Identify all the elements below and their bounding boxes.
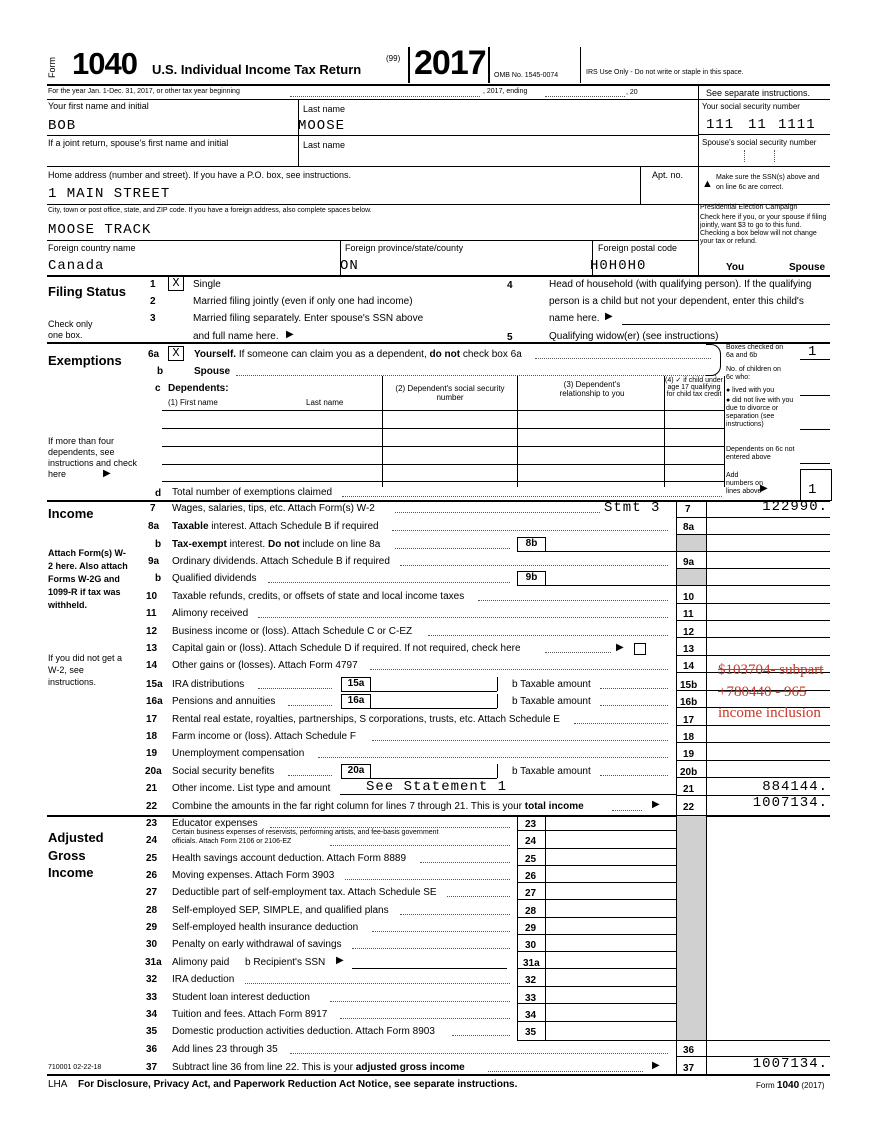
form-code: (99) <box>386 54 401 63</box>
line-35-box-number: 35 <box>525 1027 537 1038</box>
filing-status-title: Filing Status <box>48 284 126 299</box>
arrow-right-icon: ▶ <box>760 483 768 494</box>
privacy-notice: For Disclosure, Privacy Act, and Paperwork Reduction Act Notice, see separate instructions. <box>78 1079 518 1090</box>
line-7-label: Wages, salaries, tips, etc. Attach Form(s) W-2 <box>172 503 375 514</box>
line-26-label: Moving expenses. Attach Form 3903 <box>172 870 335 881</box>
dependents-not-entered-label: Dependents on 6c not entered above <box>726 446 795 461</box>
irs-use-only: IRS Use Only - Do not write or staple in this space. <box>586 69 744 76</box>
tax-year-line: For the year Jan. 1-Dec. 31, 2017, or other tax year beginning <box>48 88 240 95</box>
line-37-amount[interactable]: 1007134. <box>752 1056 828 1072</box>
total-exemptions-label: Total number of exemptions claimed <box>172 487 333 498</box>
line-6b-number: b <box>157 366 164 377</box>
line-21-label: Other income. List type and amount <box>172 783 331 794</box>
form-footer-label: Form 1040 (2017) <box>756 1080 825 1091</box>
pec-text: Check here if you, or your spouse if filing jointly, want $3 to go to this fund. Checking a box below will not change your tax or refund. <box>700 214 827 245</box>
line-36-number: 36 <box>146 1044 158 1055</box>
foreign-country-label: Foreign country name <box>48 243 136 253</box>
up-arrow-icon: ▲ <box>702 178 713 190</box>
line-35-number: 35 <box>146 1026 158 1037</box>
line-8a-label: Taxable interest. Attach Schedule B if required <box>172 521 379 532</box>
twenty-label: , 20 <box>626 89 638 96</box>
arrow-right-icon: ▶ <box>652 1060 660 1071</box>
line-29-number: 29 <box>146 922 158 933</box>
line-11-box-number: 11 <box>683 609 694 620</box>
line-16a-label: Pensions and annuities <box>172 696 276 707</box>
exemptions-title: Exemptions <box>48 353 122 368</box>
foreign-postal-label: Foreign postal code <box>598 243 678 253</box>
arrow-right-icon: ▶ <box>652 799 660 810</box>
line-8b-label: Tax-exempt interest. Do not include on line 8a <box>172 539 381 550</box>
line-28-box-number: 28 <box>525 906 537 917</box>
attach-w2-note: Attach Form(s) W-2 here. Also attach Forms W-2G and 1099-R if tax was withheld. <box>48 548 128 610</box>
line-9a-box-number: 9a <box>683 557 695 568</box>
hoh-label-2: person is a child but not your dependent, enter this child's <box>549 296 804 307</box>
line-7-statement: Stmt 3 <box>604 500 661 516</box>
spouse-ssn-label: Spouse's social security number <box>702 138 817 147</box>
line-7-number: 7 <box>150 503 156 514</box>
income-title: Income <box>48 506 94 521</box>
dependent-last-name-header: Last name <box>306 398 344 407</box>
line-15b-box-number: 15b <box>680 680 698 691</box>
line-27-label: Deductible part of self-employment tax. Attach Schedule SE <box>172 887 437 898</box>
line-13-box-number: 13 <box>683 644 695 655</box>
line-28-label: Self-employed SEP, SIMPLE, and qualified plans <box>172 905 389 916</box>
line-14-number: 14 <box>146 660 158 671</box>
ssn-part3[interactable]: 1111 <box>778 117 816 133</box>
line-17-box-number: 17 <box>683 715 695 726</box>
line-31a-number: 31a <box>145 957 162 968</box>
tax-year: 2017 <box>414 44 486 82</box>
line-8b-box: 8b <box>517 537 546 552</box>
children-count-label: No. of children on 6c who: <box>726 366 781 381</box>
line-12-number: 12 <box>146 626 158 637</box>
line-6c-number: c <box>155 383 161 394</box>
dependent-relationship-header: (3) Dependent's relationship to you <box>559 380 625 398</box>
line-9b-box: 9b <box>517 571 546 586</box>
single-checkbox[interactable]: X <box>168 276 184 291</box>
check-only-label: Check only <box>48 319 93 329</box>
line-12-box-number: 12 <box>683 627 695 638</box>
line-16a-number: 16a <box>146 696 163 707</box>
line-28-number: 28 <box>146 905 158 916</box>
first-name-label: Your first name and initial <box>48 101 149 111</box>
line-21-statement: See Statement 1 <box>366 779 508 795</box>
line-1-number: 1 <box>150 279 156 290</box>
line-7-amount[interactable]: 122990. <box>762 499 828 515</box>
line-6a-number: 6a <box>148 349 160 360</box>
line-24-label-2: officials. Attach Form 2106 or 2106-EZ <box>172 838 292 845</box>
agi-title-3: Income <box>48 865 94 880</box>
total-exemptions-box[interactable]: 1 <box>808 482 818 498</box>
add-numbers-label: Add numbers on lines above <box>726 472 763 495</box>
line-10-box-number: 10 <box>683 592 695 603</box>
line-20b-label: b Taxable amount <box>512 766 591 777</box>
line-11-number: 11 <box>146 608 157 619</box>
boxes-checked-label: Boxes checked on 6a and 6b <box>726 344 784 359</box>
line-11-label: Alimony received <box>172 608 249 619</box>
apt-label: Apt. no. <box>652 170 684 180</box>
agi-title-2: Gross <box>48 848 86 863</box>
city-label: City, town or post office, state, and ZIP code. If you have a foreign address, also complete spaces below. <box>48 207 372 214</box>
foreign-country-field[interactable]: Canada <box>48 258 105 274</box>
line-16b-label: b Taxable amount <box>512 696 591 707</box>
did-not-live-label: ● did not live with you due to divorce or separation (see instructions) <box>726 397 794 428</box>
yourself-label: Yourself. If someone can claim you as a dependent, do not check box 6a <box>194 349 522 360</box>
last-name-label: Last name <box>303 104 346 114</box>
arrow-right-icon: ▶ <box>286 329 294 340</box>
line-18-label: Farm income or (loss). Attach Schedule F <box>172 731 356 742</box>
line-34-number: 34 <box>146 1009 158 1020</box>
line-32-number: 32 <box>146 974 158 985</box>
married-joint-label: Married filing jointly (even if only one had income) <box>193 296 413 307</box>
line-36-box-number: 36 <box>683 1045 695 1056</box>
line-33-label: Student loan interest deduction <box>172 992 310 1003</box>
no-w2-note: If you did not get a W-2, see instructions. <box>48 653 123 687</box>
line-37-box-number: 37 <box>683 1063 695 1074</box>
address-label: Home address (number and street). If you have a P.O. box, see instructions. <box>48 170 351 180</box>
line-29-box-number: 29 <box>525 923 537 934</box>
line-8a-number: 8a <box>148 521 160 532</box>
hoh-label-3: name here. <box>549 313 600 324</box>
foreign-province-field[interactable]: ON <box>340 258 359 274</box>
line-3-number: 3 <box>150 313 156 324</box>
line-15a-label: IRA distributions <box>172 679 245 690</box>
line-18-number: 18 <box>146 731 158 742</box>
child-tax-credit-header: (4) ✓ if child under age 17 qualifying for child tax credit <box>665 377 723 398</box>
line-27-box-number: 27 <box>525 888 537 899</box>
line-32-label: IRA deduction <box>172 974 235 985</box>
ending-label: , 2017, ending <box>483 88 528 95</box>
line-32-box-number: 32 <box>525 975 537 986</box>
line-37-label: Subtract line 36 from line 22. This is your adjusted gross income <box>172 1062 465 1073</box>
boxes-checked-value[interactable]: 1 <box>808 344 818 360</box>
line-20a-number: 20a <box>145 766 162 777</box>
line-37-number: 37 <box>146 1062 158 1073</box>
pec-you-checkbox[interactable]: You <box>726 262 745 273</box>
line-19-number: 19 <box>146 748 158 759</box>
line-30-number: 30 <box>146 939 158 950</box>
qualifying-widow-label: Qualifying widow(er) (see instructions) <box>549 331 719 342</box>
line-35-label: Domestic production activities deduction. Attach Form 8903 <box>172 1026 435 1037</box>
line-13-label: Capital gain or (loss). Attach Schedule D if required. If not required, check here <box>172 643 521 654</box>
line-16b-box-number: 16b <box>680 697 698 708</box>
arrow-right-icon: ▶ <box>103 468 111 479</box>
agi-title-1: Adjusted <box>48 830 104 845</box>
annotation-subpart: $103704- subpart <box>718 662 824 678</box>
ssn-part1[interactable]: 111 <box>706 117 735 133</box>
address-field[interactable]: 1 MAIN STREET <box>48 186 171 202</box>
line-25-label: Health savings account deduction. Attach Form 8889 <box>172 853 407 864</box>
line-8a-box-number: 8a <box>683 522 695 533</box>
line-20a-label: Social security benefits <box>172 766 275 777</box>
line-31b-label: b Recipient's SSN <box>245 957 326 968</box>
line-9b-number: b <box>155 573 162 584</box>
spouse-exemption-label: Spouse <box>194 366 231 377</box>
see-separate-instructions: See separate instructions. <box>706 88 811 98</box>
first-name-field[interactable]: BOB <box>48 118 77 134</box>
line-9b-label: Qualified dividends <box>172 573 257 584</box>
line-36-label: Add lines 23 through 35 <box>172 1044 278 1055</box>
ssn-part2[interactable]: 11 <box>748 117 767 133</box>
line-14-box-number: 14 <box>683 661 695 672</box>
married-separate-label: Married filing separately. Enter spouse's SSN above <box>193 313 424 324</box>
hoh-label: Head of household (with qualifying person). If the qualifying <box>549 279 812 290</box>
line-31a-box-number: 31a <box>523 958 540 969</box>
line-23-number: 23 <box>146 818 158 829</box>
line-10-number: 10 <box>146 591 158 602</box>
line-17-label: Rental real estate, royalties, partnerships, S corporations, trusts, etc. Attach Schedule E <box>172 714 560 725</box>
yourself-checkbox[interactable]: X <box>168 346 184 361</box>
line-22-label: Combine the amounts in the far right column for lines 7 through 21. This is your total income <box>172 801 584 812</box>
arrow-right-icon: ▶ <box>616 642 624 653</box>
line-16a-box: 16a <box>341 694 371 709</box>
line-33-box-number: 33 <box>525 993 537 1004</box>
ssn-correct-note: Make sure the SSN(s) above and on line 6c are correct. <box>716 174 820 191</box>
line-24-number: 24 <box>146 835 158 846</box>
line-17-number: 17 <box>146 714 158 725</box>
ssn-label: Your social security number <box>702 102 800 111</box>
dependents-label: Dependents: <box>168 383 229 394</box>
line-24-box-number: 24 <box>525 836 537 847</box>
form-title: U.S. Individual Income Tax Return <box>152 62 362 77</box>
line-10-label: Taxable refunds, credits, or offsets of state and local income taxes <box>172 591 465 602</box>
more-dependents-note: If more than four dependents, see instructions and check here <box>48 436 138 479</box>
line-2-number: 2 <box>150 296 156 307</box>
line-15a-number: 15a <box>146 679 163 690</box>
dependent-first-name-header: (1) First name <box>168 398 218 407</box>
line-31a-label: Alimony paid <box>172 957 230 968</box>
dependent-ssn-header: (2) Dependent's social security number <box>395 384 505 402</box>
line-13-checkbox[interactable] <box>634 643 646 655</box>
line-25-number: 25 <box>146 853 158 864</box>
line-30-box-number: 30 <box>525 940 537 951</box>
pec-title: Presidential Election Campaign <box>700 204 798 211</box>
line-33-number: 33 <box>146 992 158 1003</box>
form-vertical-label: Form <box>47 57 57 78</box>
line-21-box-number: 21 <box>683 784 695 795</box>
line-20a-box: 20a <box>341 764 371 779</box>
arrow-right-icon: ▶ <box>336 955 344 966</box>
form-number: 1040 <box>72 46 137 81</box>
line-21-amount[interactable]: 884144. <box>762 779 828 795</box>
single-label: Single <box>193 279 221 290</box>
line-5-number: 5 <box>507 332 513 343</box>
line-24-label-1: Certain business expenses of reservists, performing artists, and fee-basis government <box>172 829 439 836</box>
line-7-box-number: 7 <box>685 504 691 515</box>
line-19-box-number: 19 <box>683 749 695 760</box>
lha-label: LHA <box>48 1079 68 1090</box>
one-box-label: one box. <box>48 330 83 340</box>
line-8b-number: b <box>155 539 162 550</box>
line-22-box-number: 22 <box>683 802 695 813</box>
line-27-number: 27 <box>146 887 158 898</box>
arrow-right-icon: ▶ <box>605 311 613 322</box>
omb-number: OMB No. 1545-0074 <box>494 72 559 79</box>
line-6d-number: d <box>155 488 162 499</box>
pec-spouse-checkbox[interactable]: Spouse <box>789 262 826 273</box>
foreign-postal-field[interactable]: H0H0H0 <box>590 258 647 274</box>
line-26-box-number: 26 <box>525 871 537 882</box>
line-34-box-number: 34 <box>525 1010 537 1021</box>
line-4-number: 4 <box>507 280 513 291</box>
line-29-label: Self-employed health insurance deduction <box>172 922 359 933</box>
last-name-field[interactable]: MOOSE <box>298 118 346 134</box>
annotation-965: +780440 - 965 <box>718 684 807 700</box>
spouse-last-name-label: Last name <box>303 140 346 150</box>
line-34-label: Tuition and fees. Attach Form 8917 <box>172 1009 328 1020</box>
line-25-box-number: 25 <box>525 854 537 865</box>
line-9a-number: 9a <box>148 556 160 567</box>
line-23-box-number: 23 <box>525 819 537 830</box>
lived-with-label: ● lived with you <box>726 387 775 394</box>
line-9a-label: Ordinary dividends. Attach Schedule B if required <box>172 556 390 567</box>
line-14-label: Other gains or (losses). Attach Form 4797 <box>172 660 358 671</box>
line-13-number: 13 <box>146 643 158 654</box>
annotation-income-inclusion: income inclusion <box>718 705 821 721</box>
line-15a-box: 15a <box>341 677 371 692</box>
line-30-label: Penalty on early withdrawal of savings <box>172 939 342 950</box>
line-21-number: 21 <box>146 783 158 794</box>
full-name-label: and full name here. <box>193 331 279 342</box>
line-12-label: Business income or (loss). Attach Schedule C or C-EZ <box>172 626 413 637</box>
line-22-number: 22 <box>146 801 158 812</box>
city-field[interactable]: MOOSE TRACK <box>48 222 152 238</box>
joint-name-label: If a joint return, spouse's first name and initial <box>48 138 229 148</box>
line-26-number: 26 <box>146 870 158 881</box>
form-code-footer: 710001 02-22-18 <box>48 1064 102 1071</box>
foreign-province-label: Foreign province/state/county <box>345 243 464 253</box>
line-19-label: Unemployment compensation <box>172 748 305 759</box>
line-15b-label: b Taxable amount <box>512 679 591 690</box>
line-18-box-number: 18 <box>683 732 695 743</box>
line-22-amount[interactable]: 1007134. <box>752 795 828 811</box>
line-20b-box-number: 20b <box>680 767 698 778</box>
line-23-label: Educator expenses <box>172 818 258 829</box>
